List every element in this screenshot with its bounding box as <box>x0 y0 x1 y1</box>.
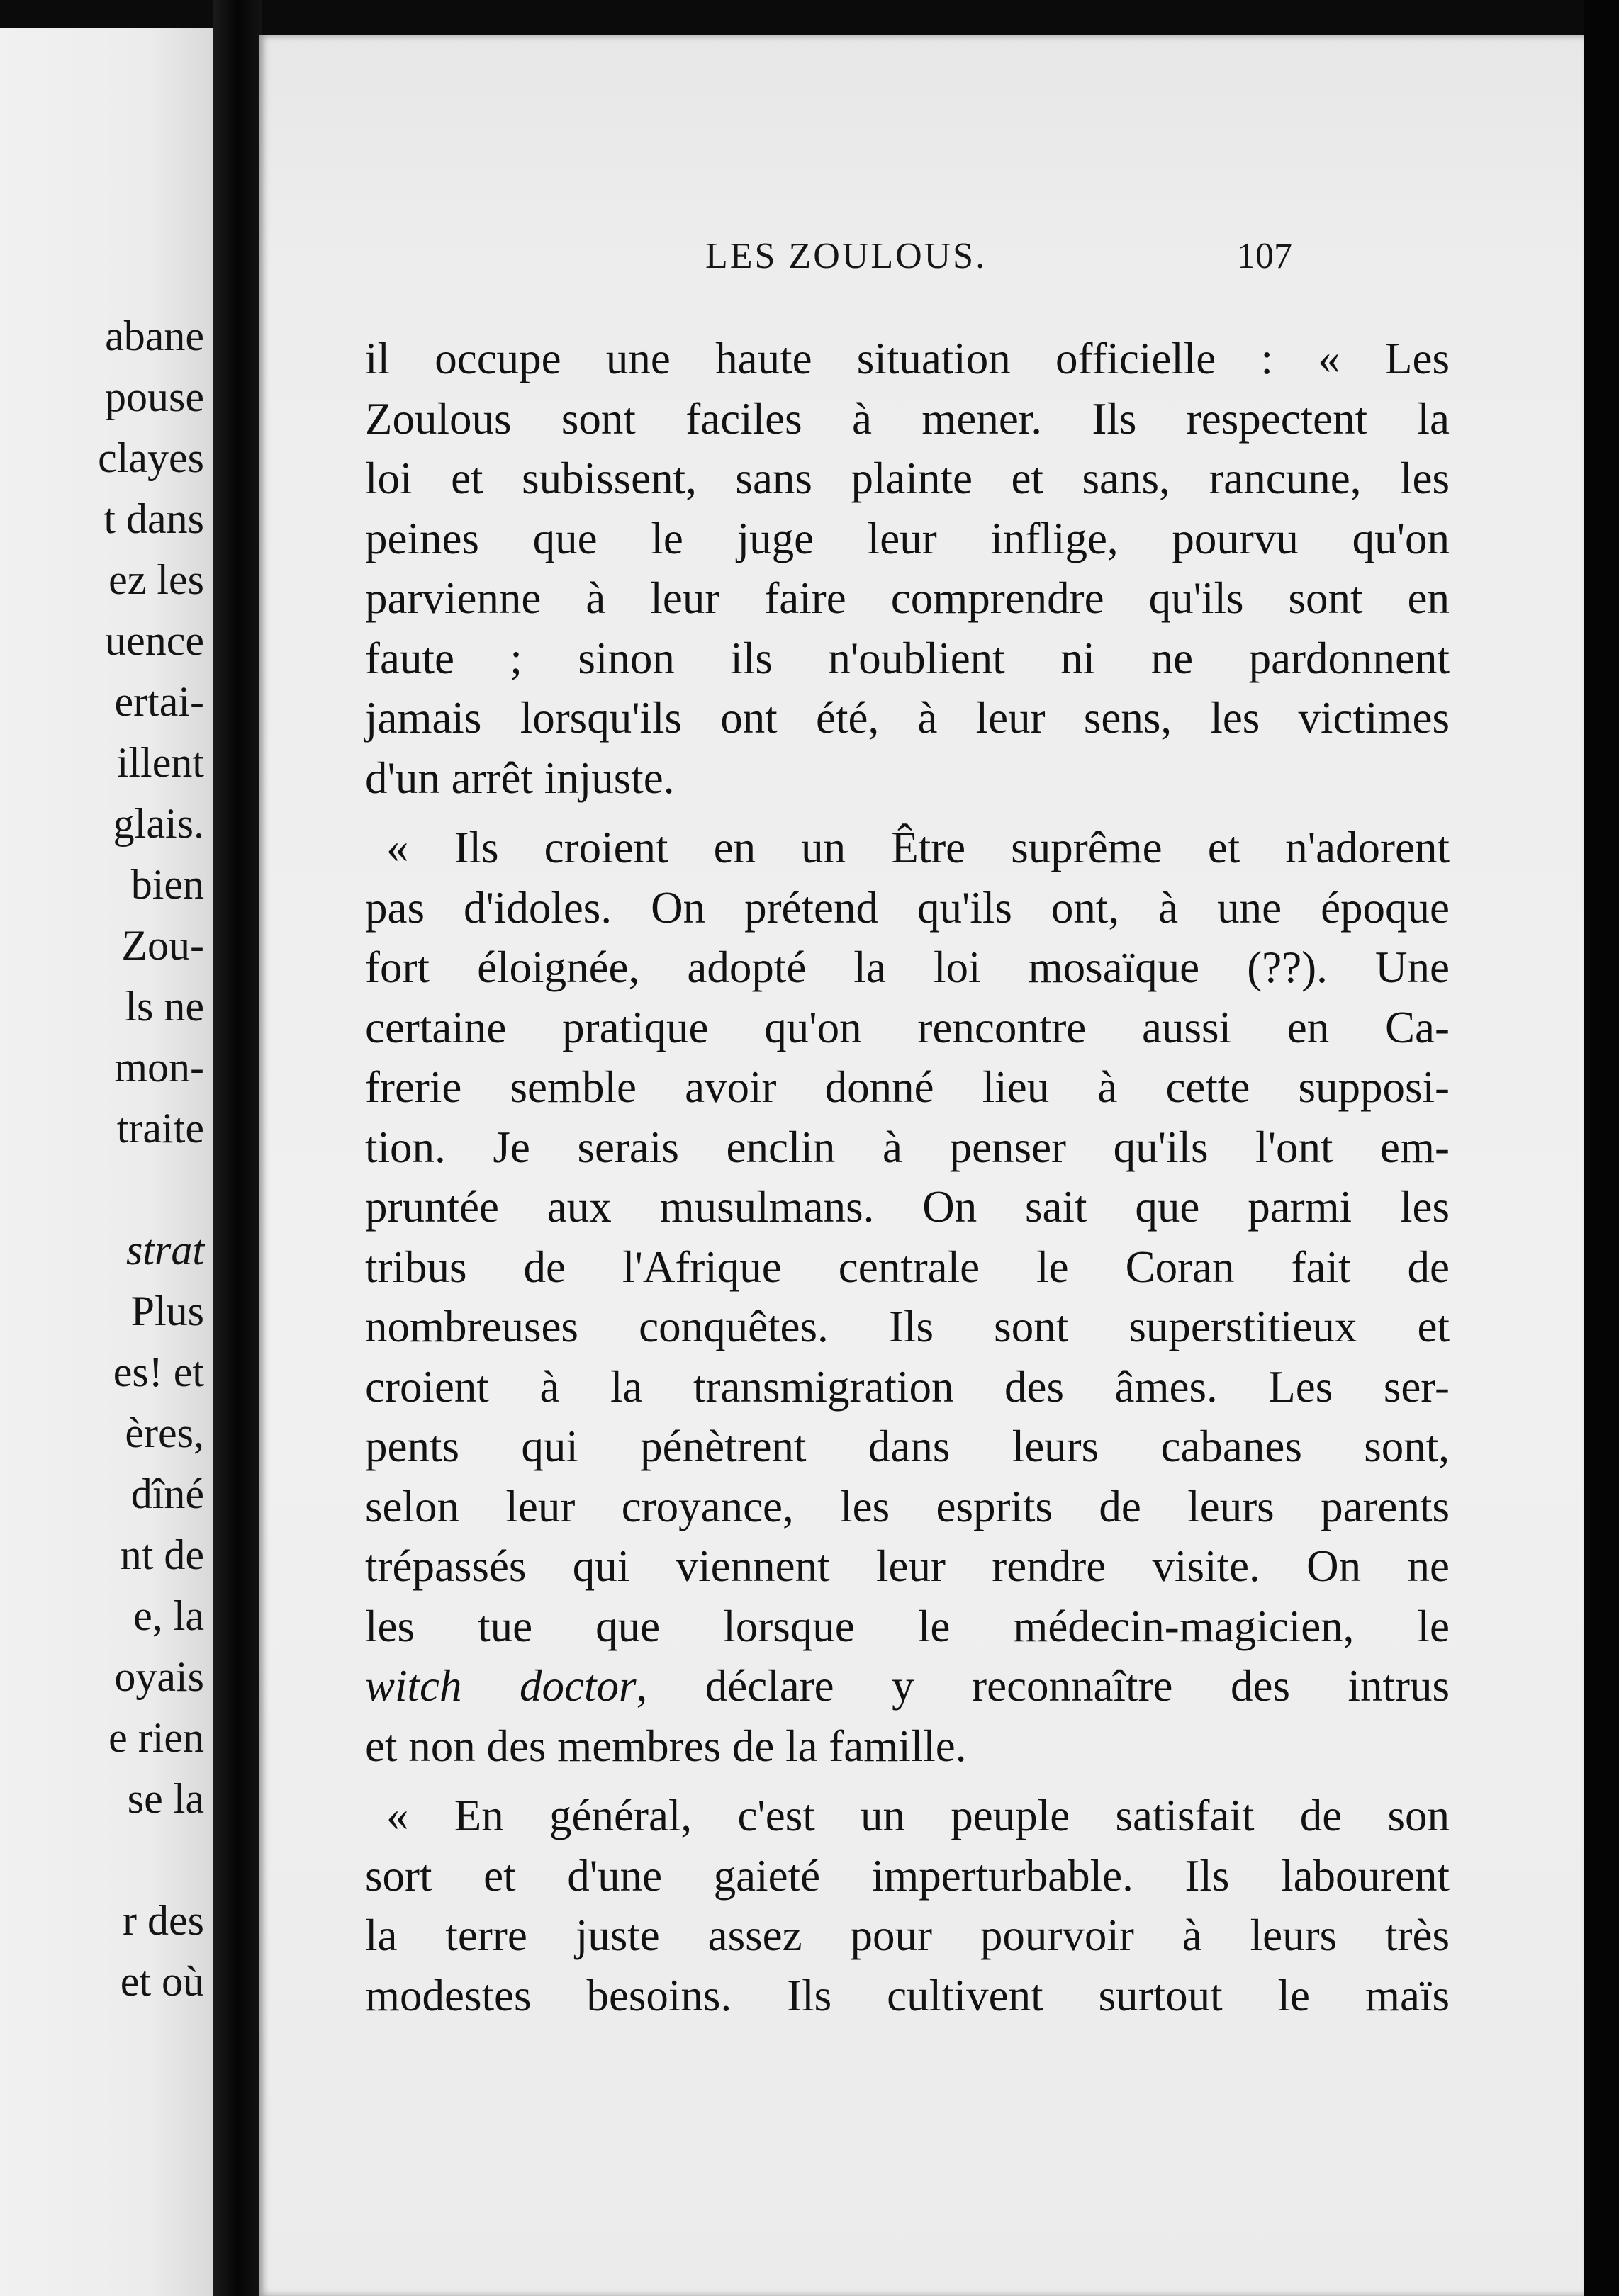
text-line: pas d'idoles. On prétend qu'ils ont, à une époque <box>365 882 1450 933</box>
previous-page-line: ères, <box>125 1409 204 1456</box>
text-line: certaine pratique qu'on rencontre aussi en Ca- <box>365 1002 1450 1052</box>
text-line: selon leur croyance, les esprits de leurs parents <box>365 1481 1450 1531</box>
text-line: parvienne à leur faire comprendre qu'ils sont en <box>365 573 1450 623</box>
previous-page-line: oyais <box>114 1653 204 1700</box>
text-line: et non des membres de la famille. <box>365 1721 967 1771</box>
previous-page-line: dîné <box>130 1470 204 1517</box>
text-line: sort et d'une gaieté imperturbable. Ils labourent <box>365 1850 1450 1901</box>
text-line: peines que le juge leur inflige, pourvu qu'on <box>365 513 1450 563</box>
text-line: les tue que lorsque le médecin-magicien, le <box>365 1601 1450 1651</box>
text-line: faute ; sinon ils n'oublient ni ne pardonnent <box>365 633 1450 683</box>
scan-border <box>1584 0 1619 2296</box>
text-line: jamais lorsqu'ils ont été, à leur sens, les victimes <box>365 693 1450 743</box>
previous-page-line: strat <box>125 1227 204 1273</box>
text-line: il occupe une haute situation officielle : « Les <box>365 334 1450 383</box>
text-line: la terre juste assez pour pourvoir à leurs très <box>365 1910 1450 1960</box>
previous-page-line: r des <box>123 1897 204 1944</box>
text-line: Zoulous sont faciles à mener. Ils respectent la <box>365 393 1450 444</box>
previous-page-line: es! et <box>113 1349 204 1395</box>
book-gutter <box>213 0 262 2296</box>
previous-page-line: Plus <box>130 1288 204 1334</box>
text-line: fort éloignée, adopté la loi mosaïque (??). Une <box>365 942 1450 992</box>
previous-page-line: t dans <box>103 495 204 542</box>
text-line: modestes besoins. Ils cultivent surtout le maïs <box>365 1970 1450 2020</box>
previous-page-line: clayes <box>98 434 204 481</box>
italic-phrase: witch doctor <box>365 1661 637 1711</box>
previous-page-line: mon- <box>114 1044 204 1091</box>
text-line: pents qui pénètrent dans leurs cabanes sont, <box>365 1422 1450 1471</box>
text-line: croient à la transmigration des âmes. Les ser- <box>365 1361 1450 1412</box>
text-line: witch doctor, déclare y reconnaître des intrus <box>365 1661 1450 1711</box>
text-line: frerie semble avoir donné lieu à cette supposi- <box>365 1062 1450 1112</box>
previous-page-line: Zou- <box>121 922 204 969</box>
previous-page-line: ls ne <box>125 983 204 1030</box>
previous-page-line: et où <box>120 1958 204 2005</box>
previous-page-line: e rien <box>108 1714 204 1761</box>
text-line: loi et subissent, sans plainte et sans, rancune, les <box>365 454 1450 503</box>
previous-page-line: ertai- <box>114 678 204 725</box>
previous-page-line: ez les <box>108 556 204 603</box>
current-page <box>259 35 1584 2296</box>
previous-page-line: abane <box>105 313 204 359</box>
text-line: « Ils croient en un Être suprême et n'adorent <box>386 823 1450 872</box>
previous-page-line: e, la <box>133 1592 204 1639</box>
text-line: tion. Je serais enclin à penser qu'ils l'ont em- <box>365 1122 1450 1172</box>
previous-page-line: traite <box>116 1105 204 1152</box>
previous-page-line: bien <box>130 861 204 908</box>
running-header <box>259 235 1584 292</box>
text-line: « En général, c'est un peuple satisfait de son <box>386 1791 1450 1840</box>
previous-page-line: illent <box>116 739 204 786</box>
page-number: 107 <box>1237 236 1292 276</box>
text-line: nombreuses conquêtes. Ils sont superstitieux et <box>365 1302 1450 1351</box>
text-line: pruntée aux musulmans. On sait que parmi les <box>365 1182 1450 1232</box>
previous-page-line: uence <box>105 617 204 664</box>
running-title: LES ZOULOUS. <box>705 236 987 276</box>
previous-page-line: glais. <box>113 800 204 847</box>
text-line: trépassés qui viennent leur rendre visite. On ne <box>365 1541 1450 1591</box>
previous-page-fragment <box>0 28 213 2296</box>
previous-page-line: pouse <box>105 373 204 420</box>
previous-page-line: nt de <box>120 1531 204 1578</box>
text-line: d'un arrêt injuste. <box>365 753 675 803</box>
text-line: tribus de l'Afrique centrale le Coran fait de <box>365 1242 1450 1292</box>
previous-page-line: se la <box>127 1775 204 1822</box>
